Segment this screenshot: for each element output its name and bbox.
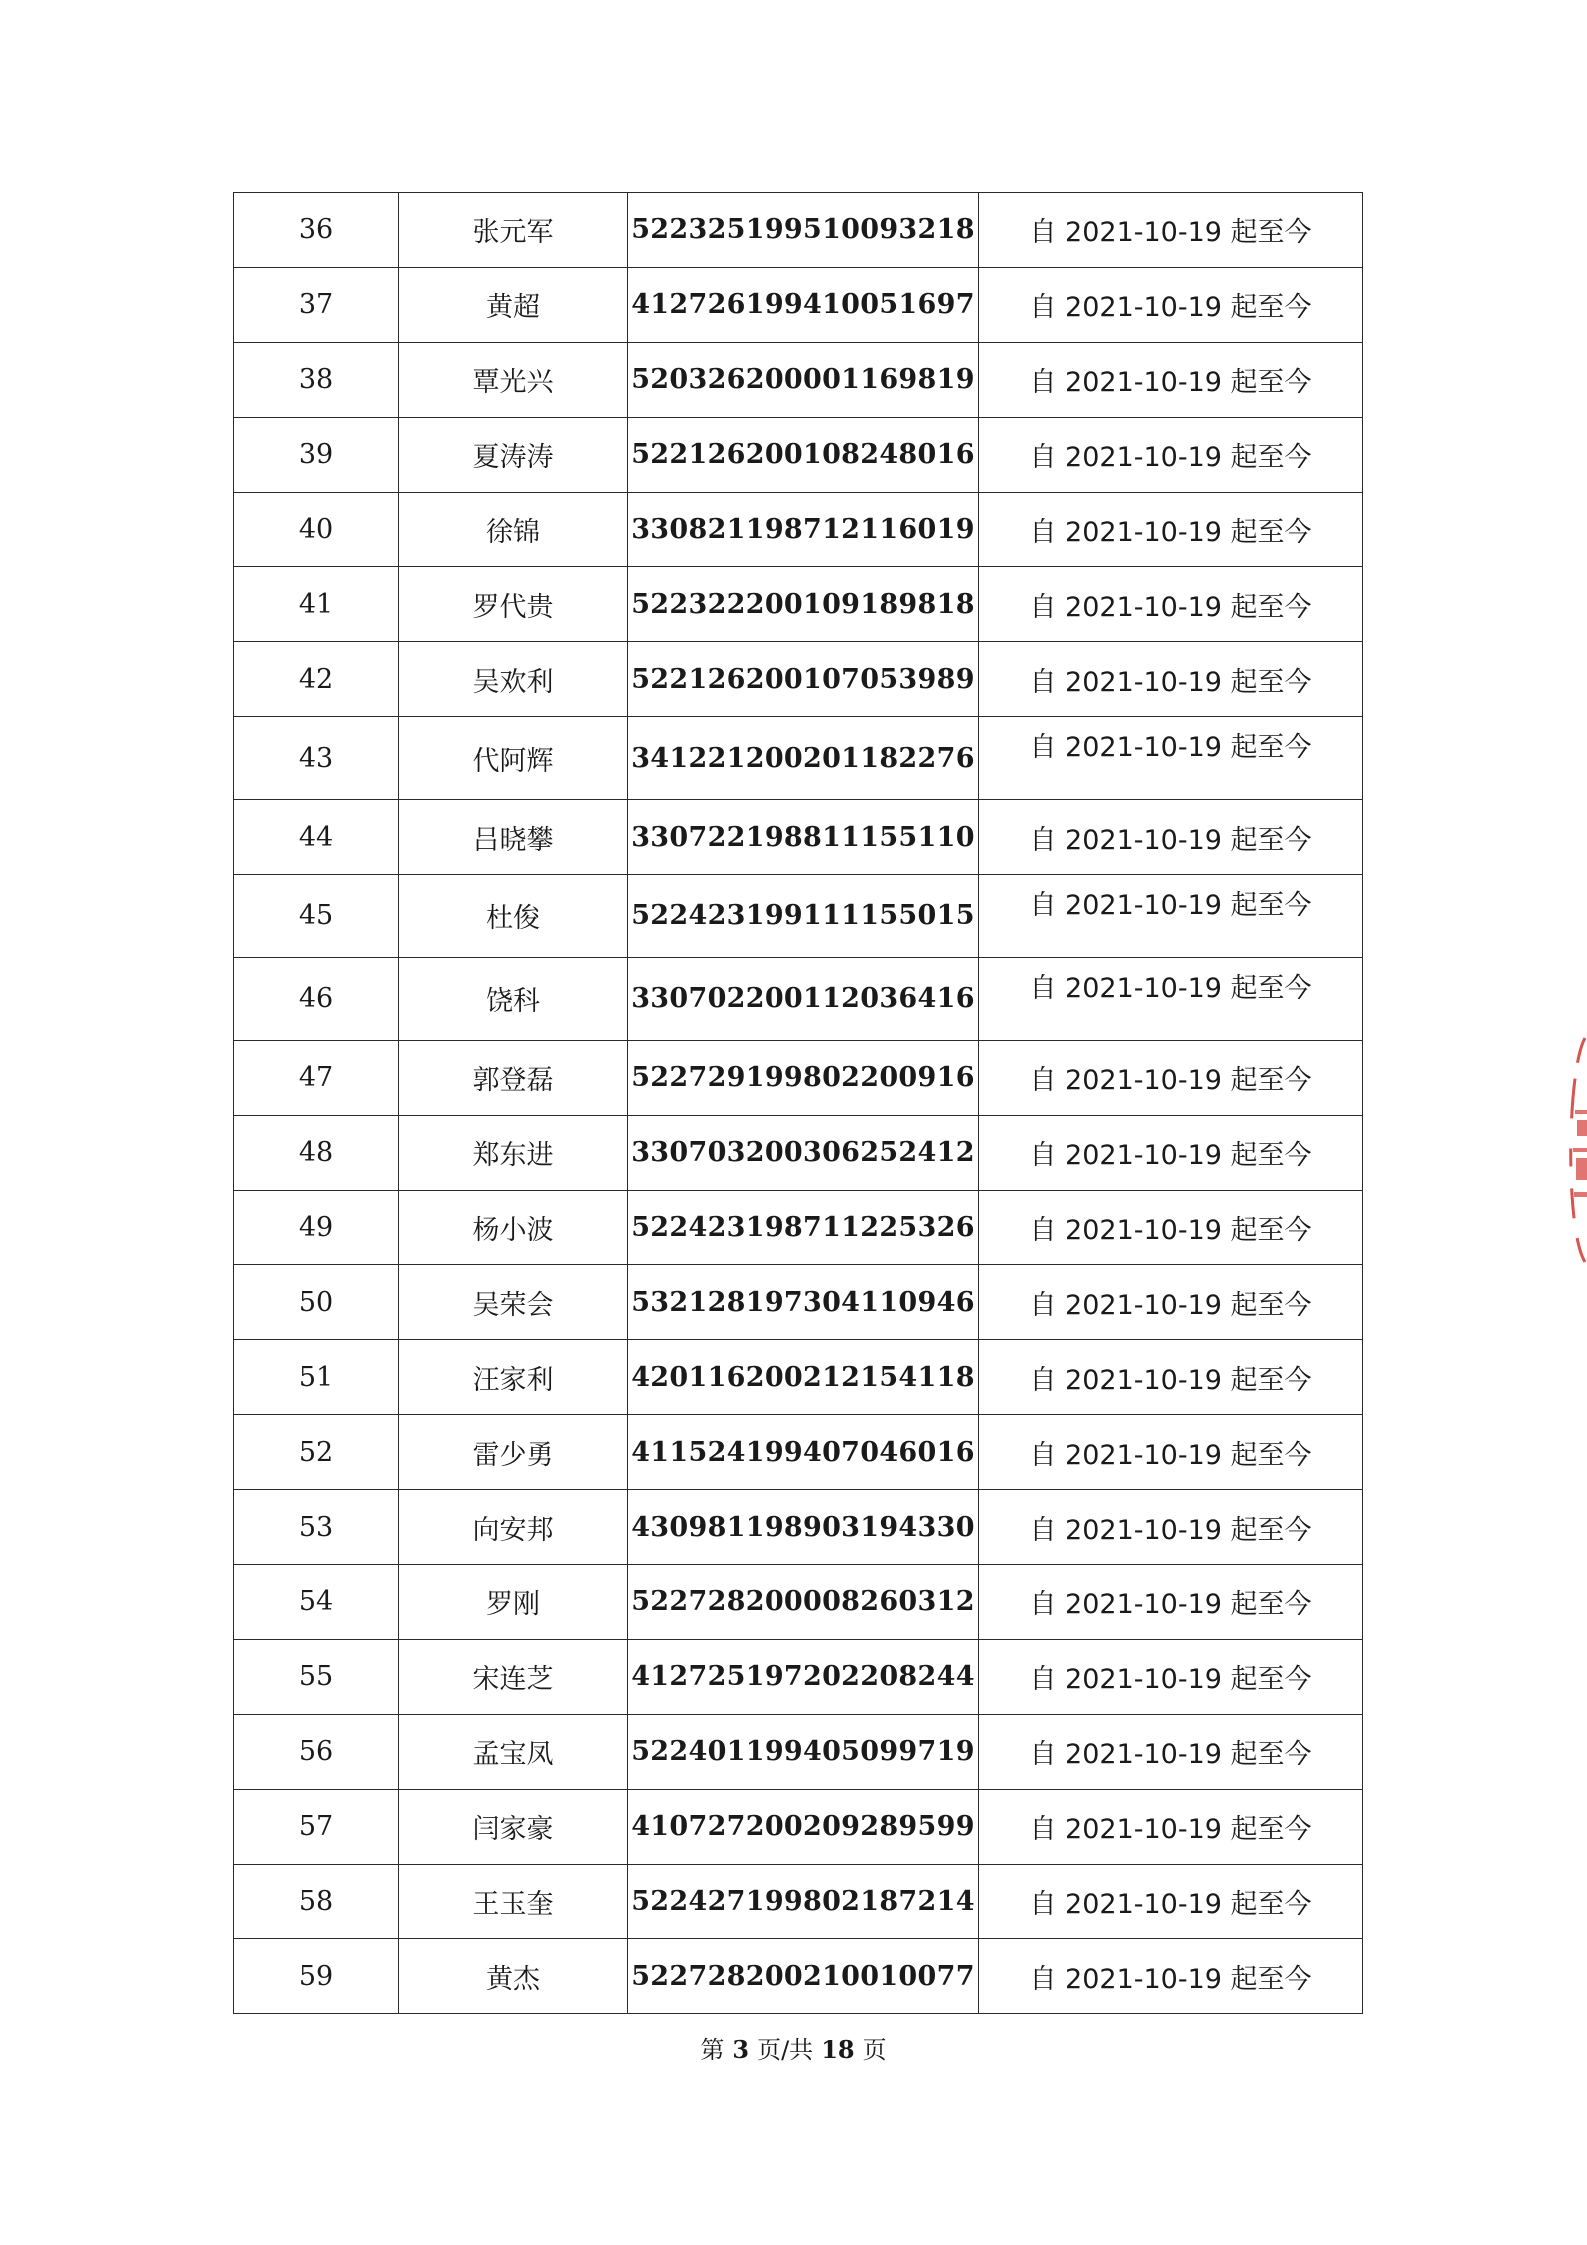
employment-period: 自 2021-10-19 起至今 [979, 1190, 1363, 1265]
id-number: 330821198712116019 [628, 492, 979, 567]
person-name: 夏涛涛 [399, 417, 628, 492]
employment-period: 自 2021-10-19 起至今 [979, 1040, 1363, 1115]
row-number: 38 [234, 342, 399, 417]
row-number: 54 [234, 1565, 399, 1640]
employment-period: 自 2021-10-19 起至今 [979, 1115, 1363, 1190]
table-row [234, 1864, 1363, 1939]
person-name: 罗代贵 [399, 567, 628, 642]
id-number: 330722198811155110 [628, 800, 979, 875]
person-name: 吴荣会 [399, 1265, 628, 1340]
table-row [234, 1040, 1363, 1115]
row-number: 55 [234, 1639, 399, 1714]
table-row [234, 492, 1363, 567]
table-row [234, 957, 1363, 1040]
row-number: 39 [234, 417, 399, 492]
person-name: 覃光兴 [399, 342, 628, 417]
table-row [234, 800, 1363, 875]
row-number: 36 [234, 193, 399, 268]
id-number: 522423199111155015 [628, 875, 979, 958]
table-row [234, 267, 1363, 342]
row-number: 41 [234, 567, 399, 642]
table-row [234, 342, 1363, 417]
row-number: 45 [234, 875, 399, 958]
table-row [234, 1115, 1363, 1190]
personnel-table [233, 192, 1363, 2014]
employment-period: 自 2021-10-19 起至今 [979, 342, 1363, 417]
personnel-table-body [234, 193, 1363, 2014]
row-number: 40 [234, 492, 399, 567]
table-row [234, 1714, 1363, 1789]
id-number: 522728200008260312 [628, 1565, 979, 1640]
person-name: 郭登磊 [399, 1040, 628, 1115]
row-number: 50 [234, 1265, 399, 1340]
footer-middle: 页/共 [757, 2036, 814, 2064]
table-row [234, 1565, 1363, 1640]
current-page-number: 3 [732, 2035, 750, 2064]
table-row [234, 1265, 1363, 1340]
person-name: 吕晓攀 [399, 800, 628, 875]
id-number: 522325199510093218 [628, 193, 979, 268]
employment-period: 自 2021-10-19 起至今 [979, 1864, 1363, 1939]
row-number: 52 [234, 1415, 399, 1490]
row-number: 58 [234, 1864, 399, 1939]
row-number: 57 [234, 1789, 399, 1864]
employment-period: 自 2021-10-19 起至今 [979, 800, 1363, 875]
employment-period: 自 2021-10-19 起至今 [979, 957, 1363, 1040]
person-name: 黄超 [399, 267, 628, 342]
person-name: 罗刚 [399, 1565, 628, 1640]
employment-period: 自 2021-10-19 起至今 [979, 1714, 1363, 1789]
total-page-count: 18 [821, 2035, 855, 2064]
id-number: 522423198711225326 [628, 1190, 979, 1265]
employment-period: 自 2021-10-19 起至今 [979, 1939, 1363, 2014]
person-name: 代阿辉 [399, 717, 628, 800]
employment-period: 自 2021-10-19 起至今 [979, 1639, 1363, 1714]
employment-period: 自 2021-10-19 起至今 [979, 193, 1363, 268]
row-number: 59 [234, 1939, 399, 2014]
id-number: 522322200109189818 [628, 567, 979, 642]
person-name: 孟宝凤 [399, 1714, 628, 1789]
row-number: 51 [234, 1340, 399, 1415]
employment-period: 自 2021-10-19 起至今 [979, 267, 1363, 342]
employment-period: 自 2021-10-19 起至今 [979, 1565, 1363, 1640]
employment-period: 自 2021-10-19 起至今 [979, 875, 1363, 958]
row-number: 46 [234, 957, 399, 1040]
id-number: 532128197304110946 [628, 1265, 979, 1340]
table-row [234, 717, 1363, 800]
employment-period: 自 2021-10-19 起至今 [979, 1340, 1363, 1415]
person-name: 张元军 [399, 193, 628, 268]
person-name: 杜俊 [399, 875, 628, 958]
row-number: 42 [234, 642, 399, 717]
employment-period: 自 2021-10-19 起至今 [979, 1789, 1363, 1864]
table-row [234, 875, 1363, 958]
person-name: 宋连芝 [399, 1639, 628, 1714]
page-footer [0, 2030, 1587, 2065]
table-row [234, 567, 1363, 642]
person-name: 闫家豪 [399, 1789, 628, 1864]
employment-period: 自 2021-10-19 起至今 [979, 717, 1363, 800]
id-number: 412726199410051697 [628, 267, 979, 342]
id-number: 341221200201182276 [628, 717, 979, 800]
red-seal-stamp-fragment [1561, 1030, 1587, 1270]
person-name: 雷少勇 [399, 1415, 628, 1490]
row-number: 48 [234, 1115, 399, 1190]
id-number: 410727200209289599 [628, 1789, 979, 1864]
row-number: 49 [234, 1190, 399, 1265]
table-row [234, 1415, 1363, 1490]
table-row [234, 1490, 1363, 1565]
id-number: 522729199802200916 [628, 1040, 979, 1115]
row-number: 43 [234, 717, 399, 800]
person-name: 向安邦 [399, 1490, 628, 1565]
row-number: 47 [234, 1040, 399, 1115]
person-name: 杨小波 [399, 1190, 628, 1265]
employment-period: 自 2021-10-19 起至今 [979, 417, 1363, 492]
id-number: 411524199407046016 [628, 1415, 979, 1490]
id-number: 412725197202208244 [628, 1639, 979, 1714]
person-name: 王玉奎 [399, 1864, 628, 1939]
employment-period: 自 2021-10-19 起至今 [979, 492, 1363, 567]
id-number: 522427199802187214 [628, 1864, 979, 1939]
id-number: 330702200112036416 [628, 957, 979, 1040]
table-row [234, 1639, 1363, 1714]
row-number: 37 [234, 267, 399, 342]
id-number: 522401199405099719 [628, 1714, 979, 1789]
employment-period: 自 2021-10-19 起至今 [979, 567, 1363, 642]
footer-suffix: 页 [862, 2036, 887, 2064]
table-row [234, 1190, 1363, 1265]
id-number: 430981198903194330 [628, 1490, 979, 1565]
id-number: 420116200212154118 [628, 1340, 979, 1415]
row-number: 53 [234, 1490, 399, 1565]
person-name: 郑东进 [399, 1115, 628, 1190]
employment-period: 自 2021-10-19 起至今 [979, 1415, 1363, 1490]
table-row [234, 1939, 1363, 2014]
person-name: 黄杰 [399, 1939, 628, 2014]
employment-period: 自 2021-10-19 起至今 [979, 1265, 1363, 1340]
row-number: 44 [234, 800, 399, 875]
table-row [234, 193, 1363, 268]
id-number: 520326200001169819 [628, 342, 979, 417]
id-number: 522728200210010077 [628, 1939, 979, 2014]
id-number: 522126200108248016 [628, 417, 979, 492]
table-row [234, 1789, 1363, 1864]
person-name: 饶科 [399, 957, 628, 1040]
id-number: 330703200306252412 [628, 1115, 979, 1190]
footer-prefix: 第 [700, 2036, 725, 2064]
row-number: 56 [234, 1714, 399, 1789]
table-row [234, 417, 1363, 492]
employment-period: 自 2021-10-19 起至今 [979, 642, 1363, 717]
person-name: 徐锦 [399, 492, 628, 567]
table-row [234, 642, 1363, 717]
id-number: 522126200107053989 [628, 642, 979, 717]
person-name: 汪家利 [399, 1340, 628, 1415]
employment-period: 自 2021-10-19 起至今 [979, 1490, 1363, 1565]
table-row [234, 1340, 1363, 1415]
person-name: 吴欢利 [399, 642, 628, 717]
